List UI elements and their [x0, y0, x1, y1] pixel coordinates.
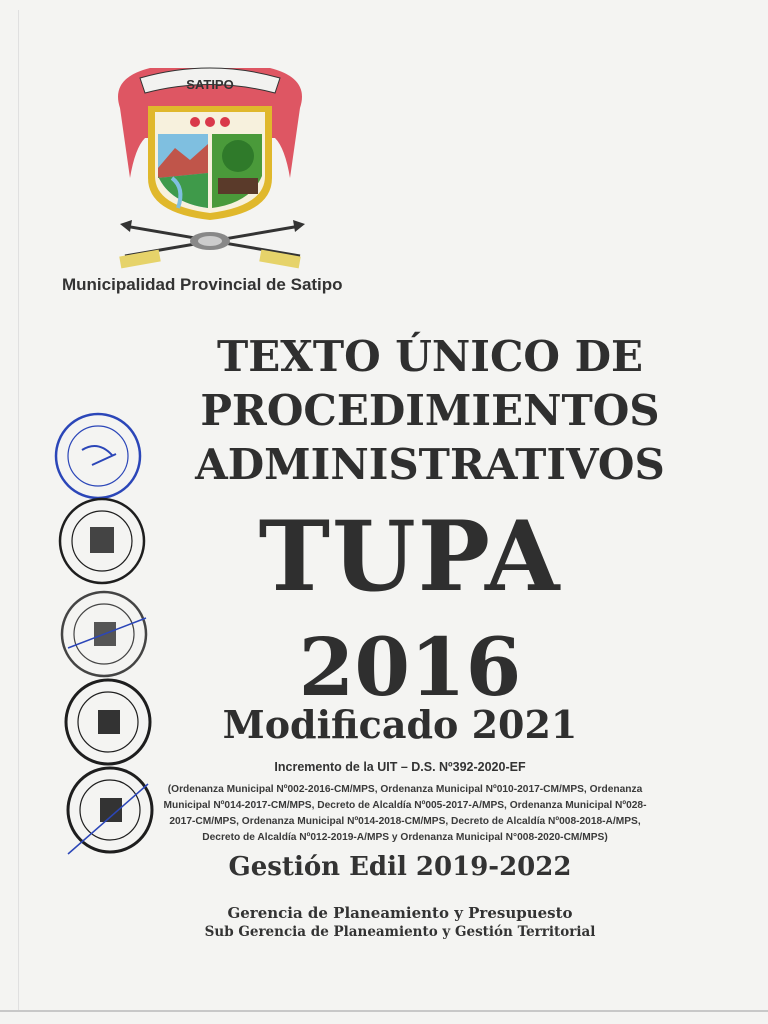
ordinances-list: (Ordenanza Municipal Nº002-2016-CM/MPS, Ordenanza Municipal Nº010-2017-CM/MPS, Ordenanza Municipal Nº014-2017-CM/MPS, Decreto de Alcaldía Nº005-2017-A/MPS, Ordenanza Municipal Nº028-2017-CM/MPS, Ordenanza Municipal Nº014-2018-CM/MPS, Decreto de Alcaldía Nº008-2018-A/MPS, Decreto de Alcaldía Nº012-2019-A/MPS y Ordenanza Municipal N°008-2020-CM/MPS) [163, 784, 647, 843]
stamp-gerencia-municipal [52, 410, 144, 502]
scan-bottom-line [0, 1010, 768, 1012]
term-label: Gestión Edil 2019-2022 [228, 852, 572, 882]
stamp-planeamiento [58, 588, 150, 680]
municipal-crest [100, 48, 320, 278]
stamp-provincial-satipo-1 [62, 676, 154, 768]
sub-gerencia-label: Sub Gerencia de Planeamiento y Gestión Territorial [204, 924, 596, 940]
title-line-1: TEXTO ÚNICO DE [216, 332, 644, 381]
scan-edge-line [18, 10, 19, 1010]
title-acronym: TUPA [258, 500, 562, 613]
stamp-provincial-satipo-2 [64, 764, 156, 856]
stamp-asesoria-legal [56, 495, 148, 587]
organization-name: Municipalidad Provincial de Satipo [62, 275, 343, 294]
crest-label: SATIPO [186, 77, 234, 92]
title-line-2: PROCEDIMIENTOS [200, 386, 660, 435]
gerencia-label: Gerencia de Planeamiento y Presupuesto [227, 904, 573, 922]
modified-label: Modificado 2021 [222, 702, 578, 747]
title-line-3: ADMINISTRATIVOS [195, 440, 665, 489]
document-title [150, 330, 710, 492]
title-year: 2016 [298, 620, 522, 714]
uit-note: Incremento de la UIT – D.S. Nº392-2020-EF [274, 760, 526, 774]
